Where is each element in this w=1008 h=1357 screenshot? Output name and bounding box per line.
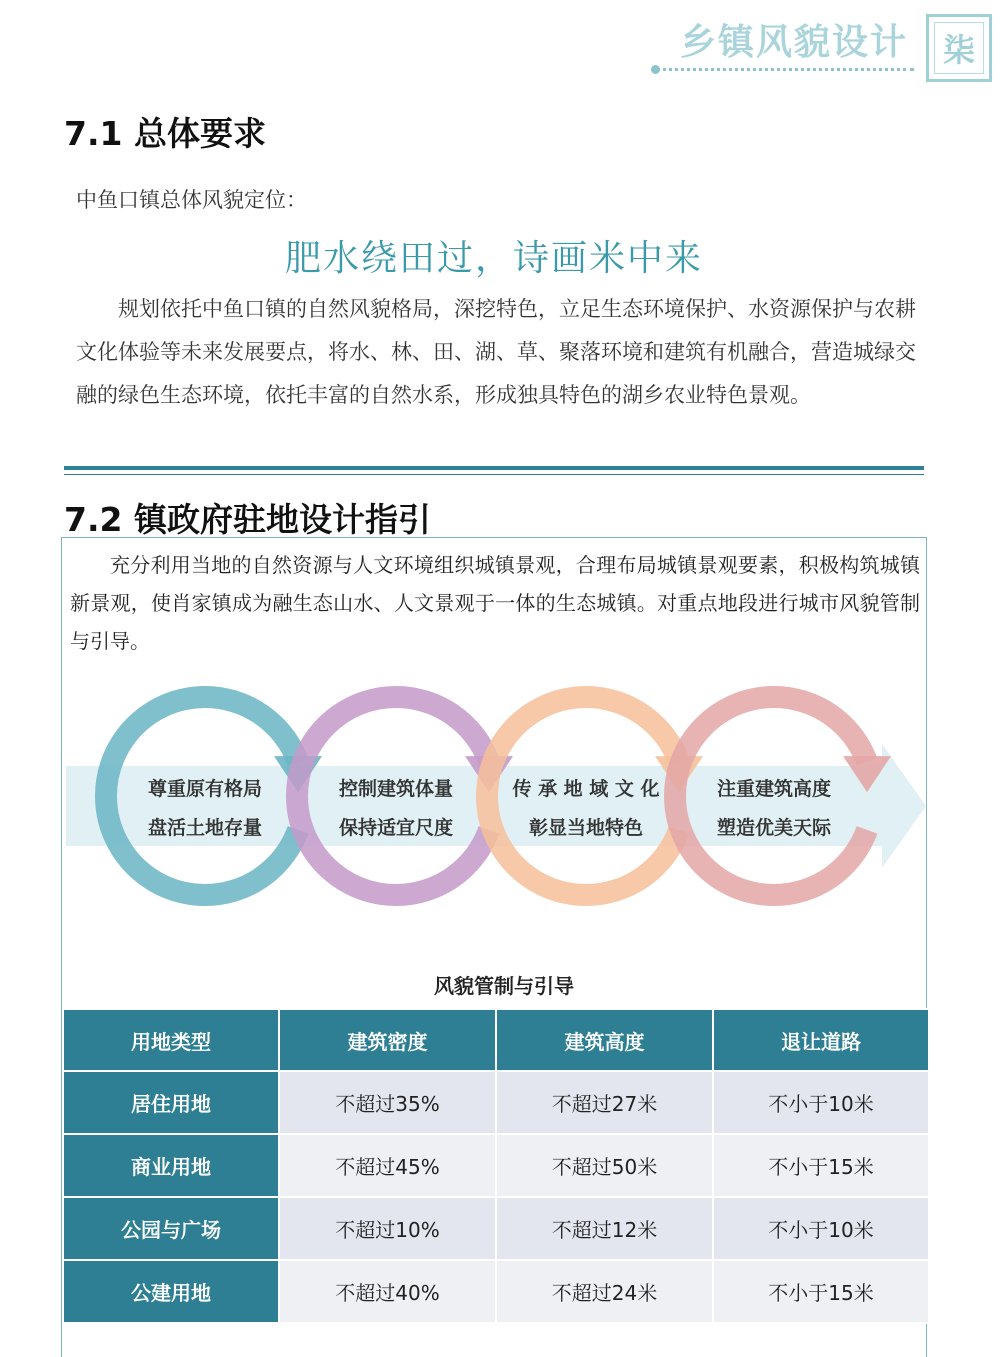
- chapter-mark-box: [926, 14, 992, 82]
- positioning-slogan: 肥水绕田过，诗画米中来: [284, 238, 703, 279]
- cell-density: 不超过10%: [279, 1197, 496, 1260]
- cycle-label-line2: 保持适宜尺度: [338, 817, 454, 839]
- cell-land-type: 公建用地: [63, 1260, 279, 1323]
- cell-density: 不超过40%: [279, 1260, 496, 1323]
- section-heading-7-2: 7.2 镇政府驻地设计指引: [64, 500, 431, 539]
- table-row: [63, 1197, 929, 1260]
- cell-height: 不超过50米: [496, 1134, 713, 1197]
- cell-setback: 不小于10米: [713, 1071, 929, 1134]
- section2-paragraph: 充分利用当地的自然资源与人文环境组织城镇景观，合理布局城镇景观要素，积极构筑城镇新景观，使肖家镇成为融生态山水、人文景观于一体的生态城镇。对重点地段进行城市风貌管制与引导。: [70, 553, 920, 653]
- cell-land-type: 商业用地: [63, 1134, 279, 1197]
- cell-setback: 不小于10米: [713, 1197, 929, 1260]
- cycle-label-line1: 尊重原有格局: [147, 778, 263, 800]
- cycle-label-line1: 控制建筑体量: [338, 778, 454, 800]
- table-row: [63, 1134, 929, 1197]
- header-setback: 退让道路: [713, 1009, 929, 1071]
- header-density: 建筑密度: [279, 1009, 496, 1071]
- positioning-label: 中鱼口镇总体风貌定位：: [76, 188, 307, 212]
- header-height: 建筑高度: [496, 1009, 713, 1071]
- cycle-label-line2: 塑造优美天际: [716, 817, 832, 839]
- cell-density: 不超过35%: [279, 1071, 496, 1134]
- cell-land-type: 居住用地: [63, 1071, 279, 1134]
- cycle-label-line1: 注重建筑高度: [716, 778, 832, 800]
- cell-setback: 不小于15米: [713, 1134, 929, 1197]
- cell-land-type: 公园与广场: [63, 1197, 279, 1260]
- section1-paragraph: 规划依托中鱼口镇的自然风貌格局，深挖特色，立足生态环境保护、水资源保护与农耕文化体验等未来发展要点，将水、林、田、湖、草、聚落环境和建筑有机融合，营造城绿交融的绿色生态环境，依托丰富的自然水系，形成独具特色的湖乡农业特色景观。: [76, 297, 916, 407]
- header-dotted-rule: [656, 68, 914, 71]
- cell-density: 不超过45%: [279, 1134, 496, 1197]
- section-heading-7-1: 7.1 总体要求: [64, 114, 266, 153]
- section-divider-thin: [64, 474, 924, 475]
- cycle-label-line1: 传 承 地 域 文 化: [512, 778, 660, 800]
- section-divider: [64, 466, 924, 470]
- table-row: [63, 1071, 929, 1134]
- cell-height: 不超过27米: [496, 1071, 713, 1134]
- control-guide-table: [62, 1008, 930, 1324]
- table-row: [63, 1260, 929, 1323]
- cell-height: 不超过24米: [496, 1260, 713, 1323]
- chapter-mark: 柒: [934, 22, 984, 74]
- running-header-title: 乡镇风貌设计: [680, 22, 909, 63]
- guideline-cycle-diagram: [62, 678, 928, 918]
- cell-setback: 不小于15米: [713, 1260, 929, 1323]
- header-land-type: 用地类型: [63, 1009, 279, 1071]
- cycle-label-line2: 彰显当地特色: [528, 817, 644, 839]
- cycle-label-line2: 盘活土地存量: [147, 817, 263, 839]
- table-header-row: [63, 1009, 929, 1071]
- cell-height: 不超过12米: [496, 1197, 713, 1260]
- table-title: 风貌管制与引导: [434, 974, 574, 998]
